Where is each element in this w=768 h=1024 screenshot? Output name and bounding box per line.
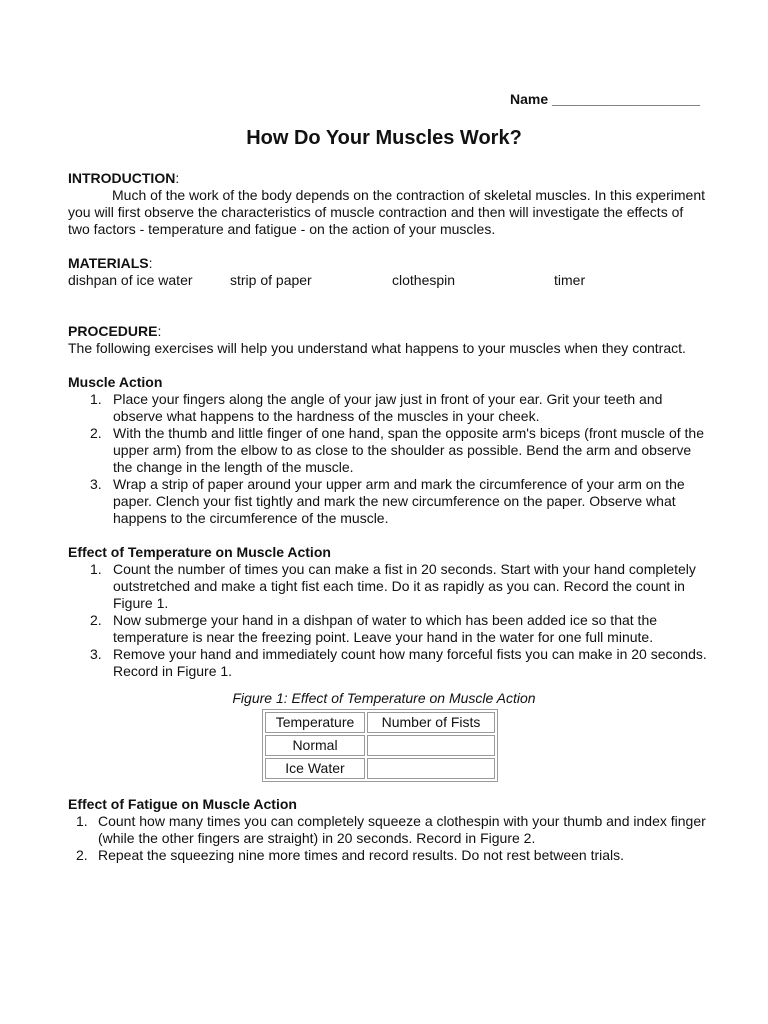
figure-1-caption: Figure 1: Effect of Temperature on Muscle Action xyxy=(232,690,536,706)
temperature-list xyxy=(68,561,708,680)
procedure-text: The following exercises will help you understand what happens to your muscles when they contract. xyxy=(68,340,686,356)
procedure-section: PROCEDURE: The following exercises will help you understand what happens to your muscles when they contract. xyxy=(68,323,708,357)
muscle-action-section xyxy=(68,374,708,527)
list-item-text: Remove your hand and immediately count how many forceful fists you can make in 20 seconds. Record in Figure 1. xyxy=(113,646,707,679)
list-item: 1. Place your fingers along the angle of your jaw just in front of your ear. Grit your teeth and observe what happens to the hardness of the muscles in your cheek. xyxy=(90,391,663,424)
list-item-text: Repeat the squeezing nine more times and record results. Do not rest between trials. xyxy=(98,847,625,863)
list-item: 1. Count the number of times you can make a fist in 20 seconds. Start with your hand completely outstretched and make a tight fist each time. Do it as rapidly as you can. Record the count in Figure 1. xyxy=(90,561,696,611)
table-cell-label: Ice Water xyxy=(265,758,365,779)
table-header-row xyxy=(265,712,495,733)
list-item: 3. Remove your hand and immediately count how many forceful fists you can make in 20 seconds. Record in Figure 1. xyxy=(90,646,707,679)
fatigue-heading: Effect of Fatigue on Muscle Action xyxy=(68,796,297,812)
temperature-section xyxy=(68,544,708,680)
muscle-action-list xyxy=(68,391,708,527)
document-body xyxy=(68,170,708,864)
table-header-cell: Temperature xyxy=(265,712,365,733)
list-item-text: Count how many times you can completely squeeze a clothespin with your thumb and index finger (while the other fingers are straight) in 20 seconds. Record in Figure 2. xyxy=(98,813,706,846)
fatigue-list xyxy=(68,813,708,864)
list-item: 2. With the thumb and little finger of one hand, span the opposite arm's biceps (front muscle of the upper arm) from the elbow to as close to the shoulder as possible. Bend the arm and observe the change in the length of the muscle. xyxy=(90,425,705,475)
materials-heading: MATERIALS xyxy=(68,255,149,271)
introduction-heading: INTRODUCTION xyxy=(68,170,176,186)
list-item-text: Place your fingers along the angle of your jaw just in front of your ear. Grit your teeth and observe what happens to the hardness of the muscles in your cheek. xyxy=(113,391,663,424)
name-field-label: Name ___________________ xyxy=(510,91,700,107)
introduction-text: Much of the work of the body depends on the contraction of skeletal muscles. In this experiment you will first observe the characteristics of muscle contraction and then will investigate the effects of two factors - temperature and fatigue - on the action of your muscles. xyxy=(68,187,705,237)
page-title: How Do Your Muscles Work? xyxy=(246,127,522,149)
muscle-action-heading: Muscle Action xyxy=(68,374,163,390)
materials-section: MATERIALS: dishpan of ice water strip of paper clothespin timer xyxy=(68,255,708,289)
figure-1-table xyxy=(262,709,498,782)
table-cell-label: Normal xyxy=(265,735,365,756)
fatigue-section xyxy=(68,796,708,864)
list-item-text: Wrap a strip of paper around your upper arm and mark the circumference of your arm on the paper. Clench your fist tightly and mark the new circumference on the paper. Observe what happens to the circumference of the muscle. xyxy=(113,476,685,526)
list-item-text: Count the number of times you can make a fist in 20 seconds. Start with your hand completely outstretched and make a tight fist each time. Do it as rapidly as you can. Record the count in Figure 1. xyxy=(113,561,696,611)
material-item: timer xyxy=(554,272,586,288)
procedure-heading: PROCEDURE xyxy=(68,323,158,339)
table-header-cell: Number of Fists xyxy=(367,712,495,733)
table-row xyxy=(265,735,495,756)
materials-list xyxy=(68,272,708,289)
table-row xyxy=(265,758,495,779)
material-item: clothespin xyxy=(392,272,456,288)
figure-1 xyxy=(68,690,708,782)
material-item: strip of paper xyxy=(230,272,312,288)
list-item: 3. Wrap a strip of paper around your upper arm and mark the circumference of your arm on the paper. Clench your fist tightly and mark the new circumference on the paper. Observe what happens to the circumference of the muscle. xyxy=(90,476,685,526)
list-item-text: With the thumb and little finger of one hand, span the opposite arm's biceps (front muscle of the upper arm) from the elbow to as close to the shoulder as possible. Bend the arm and observe the change in the length of the muscle. xyxy=(113,425,705,475)
table-cell-entry[interactable] xyxy=(367,758,495,779)
material-item: dishpan of ice water xyxy=(68,272,193,288)
list-item: 2. Now submerge your hand in a dishpan of water to which has been added ice so that the temperature is near the freezing point. Leave your hand in the water for one full minute. xyxy=(90,612,658,645)
temperature-heading: Effect of Temperature on Muscle Action xyxy=(68,544,331,560)
introduction-section: INTRODUCTION: Much of the work of the body depends on the contraction of skeletal muscles. In this experiment you will first observe the characteristics of muscle contraction and then will investigate the effects of two factors - temperature and fatigue - on the action of your muscles. xyxy=(68,170,708,238)
list-item-text: Now submerge your hand in a dishpan of water to which has been added ice so that the temperature is near the freezing point. Leave your hand in the water for one full minute. xyxy=(113,612,658,645)
list-item: 1. Count how many times you can completely squeeze a clothespin with your thumb and index finger (while the other fingers are straight) in 20 seconds. Record in Figure 2. xyxy=(76,813,706,846)
list-item: 2. Repeat the squeezing nine more times and record results. Do not rest between trials. xyxy=(76,847,625,863)
table-cell-entry[interactable] xyxy=(367,735,495,756)
